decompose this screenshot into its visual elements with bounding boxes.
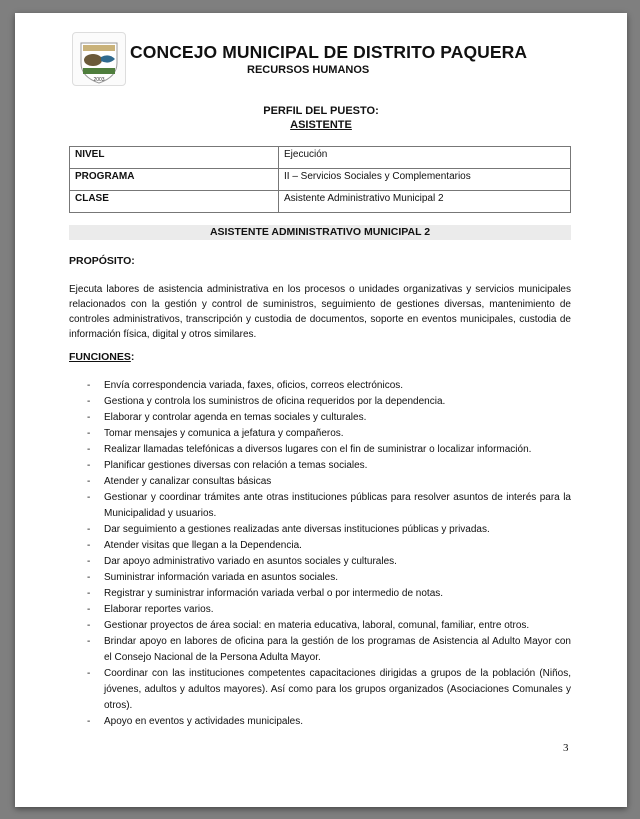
list-item — [69, 458, 571, 474]
table-label: NIVEL — [70, 147, 279, 169]
table-label: CLASE — [70, 191, 279, 213]
position-info-table — [69, 146, 571, 213]
bullet-dash: - — [87, 540, 91, 551]
list-item-text: Planificar gestiones diversas con relación a temas sociales. — [104, 460, 368, 471]
list-item-text: Registrar y suministrar información variada verbal o por intermedio de notas. — [104, 588, 444, 599]
functions-list — [69, 378, 571, 730]
table-label: PROGRAMA — [70, 169, 279, 191]
bullet-dash: - — [87, 572, 91, 583]
svg-text:2003: 2003 — [93, 77, 105, 83]
bullet-dash: - — [87, 636, 91, 647]
list-item — [69, 378, 571, 394]
list-item-text: Dar apoyo administrativo variado en asuntos sociales y culturales. — [104, 556, 397, 567]
list-item — [69, 474, 571, 490]
municipal-seal-logo — [72, 32, 126, 86]
purpose-text: Ejecuta labores de asistencia administrativa en los procesos o unidades organizativas y servicios municipales relacionados con la gestión y control de suministros, seguimiento de gestiones diversas, mantenimiento de controles administrativos, transcripción y custodia de documentos, soporte en eventos municipales, custodia de información física, digital y otros similares. — [69, 284, 571, 340]
bullet-dash: - — [87, 716, 91, 727]
table-row — [70, 169, 571, 191]
table-value: Ejecución — [279, 147, 571, 169]
profile-heading: PERFIL DEL PUESTO: — [263, 105, 379, 117]
list-item-text: Gestionar proyectos de área social: en materia educativa, laboral, comunal, familiar, entre otros. — [104, 620, 530, 631]
list-item — [69, 586, 571, 602]
list-item-text: Apoyo en eventos y actividades municipales. — [104, 716, 304, 727]
list-item — [69, 426, 571, 442]
bullet-dash: - — [87, 412, 91, 423]
organization-subtitle: RECURSOS HUMANOS — [247, 64, 370, 76]
list-item — [69, 618, 571, 634]
list-item — [69, 634, 571, 666]
bullet-dash: - — [87, 620, 91, 631]
list-item — [69, 490, 571, 522]
list-item-text: Coordinar con las instituciones competentes capacitaciones dirigidas a grupos de la población (Niños, jóvenes, adultos y adultos mayores). Así como para los grupos organizados (Asociaciones Comunales y otros). — [104, 668, 571, 711]
bullet-dash: - — [87, 444, 91, 455]
table-value: II – Servicios Sociales y Complementarios — [279, 169, 571, 191]
list-item — [69, 522, 571, 538]
bullet-dash: - — [87, 396, 91, 407]
list-item-text: Suministrar información variada en asuntos sociales. — [104, 572, 338, 583]
seal-icon — [73, 33, 125, 85]
bullet-dash: - — [87, 524, 91, 535]
bullet-dash: - — [87, 588, 91, 599]
list-item-text: Atender visitas que llegan a la Dependencia. — [104, 540, 302, 551]
list-item-text: Gestiona y controla los suministros de oficina requeridos por la dependencia. — [104, 396, 446, 407]
list-item-text: Dar seguimiento a gestiones realizadas ante diversas instituciones públicas y privadas. — [104, 524, 490, 535]
position-title-text: ASISTENTE — [290, 119, 352, 131]
list-item — [69, 538, 571, 554]
bullet-dash: - — [87, 556, 91, 567]
organization-title: CONCEJO MUNICIPAL DE DISTRITO PAQUERA — [130, 42, 528, 62]
position-title — [15, 119, 627, 131]
list-item-text: Elaborar y controlar agenda en temas sociales y culturales. — [104, 412, 367, 423]
list-item — [69, 554, 571, 570]
list-item-text: Elaborar reportes varios. — [104, 604, 214, 615]
list-item — [69, 602, 571, 618]
bullet-dash: - — [87, 428, 91, 439]
list-item — [69, 714, 571, 730]
list-item — [69, 394, 571, 410]
list-item-text: Brindar apoyo en labores de oficina para la gestión de los programas de Asistencia al Adulto Mayor con el Consejo Nacional de la Persona Adulta Mayor. — [104, 636, 571, 663]
page-number: 3 — [563, 742, 569, 754]
purpose-heading: PROPÓSITO: — [69, 255, 135, 267]
bullet-dash: - — [87, 476, 91, 487]
class-banner: ASISTENTE ADMINISTRATIVO MUNICIPAL 2 — [69, 225, 571, 240]
bullet-dash: - — [87, 604, 91, 615]
functions-heading — [69, 351, 134, 363]
list-item — [69, 442, 571, 458]
document-page — [15, 13, 627, 807]
list-item-text: Realizar llamadas telefónicas a diversos lugares con el fin de suministrar o localizar información. — [104, 444, 532, 455]
list-item — [69, 410, 571, 426]
bullet-dash: - — [87, 380, 91, 391]
bullet-dash: - — [87, 460, 91, 471]
bullet-dash: - — [87, 668, 91, 679]
list-item — [69, 570, 571, 586]
list-item — [69, 666, 571, 714]
table-row — [70, 147, 571, 169]
list-item-text: Atender y canalizar consultas básicas — [104, 476, 272, 487]
table-row — [70, 191, 571, 213]
list-item-text: Tomar mensajes y comunica a jefatura y compañeros. — [104, 428, 344, 439]
list-item-text: Envía correspondencia variada, faxes, oficios, correos electrónicos. — [104, 380, 404, 391]
functions-heading-colon: : — [130, 351, 135, 363]
bullet-dash: - — [87, 492, 91, 503]
functions-heading-text: FUNCIONES — [69, 351, 131, 363]
list-item-text: Gestionar y coordinar trámites ante otras instituciones públicas para resolver asuntos de interés para la Municipalidad y usuarios. — [104, 492, 571, 519]
table-value: Asistente Administrativo Municipal 2 — [279, 191, 571, 213]
